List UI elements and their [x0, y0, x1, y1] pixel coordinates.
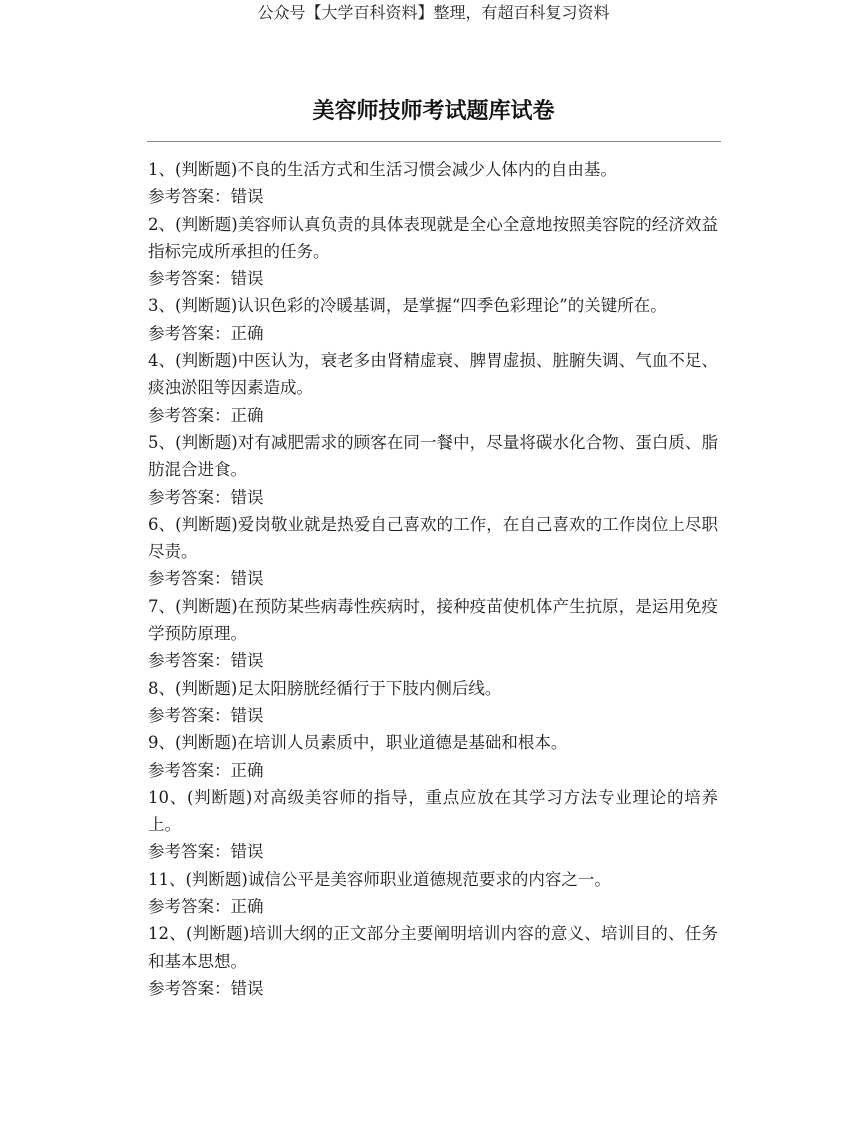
- question-text: 7、(判断题)在预防某些病毒性疾病时，接种疫苗使机体产生抗原，是运用免疫学预防原理。: [148, 596, 718, 644]
- question-answer: 参考答案：正确: [148, 323, 264, 343]
- question-text: 11、(判断题)诚信公平是美容师职业道德规范要求的内容之一。: [148, 869, 611, 889]
- question-text: 12、(判断题)培训大纲的正文部分主要阐明培训内容的意义、培训目的、任务和基本思想。: [148, 924, 718, 971]
- question-item: [148, 511, 718, 593]
- question-item: [148, 729, 718, 784]
- question-answer: 参考答案：错误: [148, 187, 264, 207]
- question-item: [148, 593, 718, 675]
- question-item: [148, 675, 718, 730]
- question-answer: 参考答案：错误: [148, 651, 264, 671]
- question-item: [148, 920, 718, 1002]
- question-answer: 参考答案：错误: [148, 705, 264, 725]
- question-text: 9、(判断题)在培训人员素质中，职业道德是基础和根本。: [148, 733, 568, 753]
- question-text: 5、(判断题)对有减肥需求的顾客在同一餐中，尽量将碳水化合物、蛋白质、脂肪混合进食。: [148, 432, 718, 480]
- question-text: 2、(判断题)美容师认真负责的具体表现就是全心全意地按照美容院的经济效益指标完成所承担的任务。: [148, 214, 718, 261]
- question-text: 10、(判断题)对高级美容师的指导，重点应放在其学习方法专业理论的培养上。: [148, 787, 718, 835]
- page-title: 美容师技师考试题库试卷: [312, 98, 555, 124]
- question-item: [148, 866, 718, 921]
- question-text: 8、(判断题)足太阳膀胱经循行于下肢内侧后线。: [148, 678, 502, 698]
- question-text: 1、(判断题)不良的生活方式和生活习惯会减少人体内的自由基。: [148, 160, 617, 179]
- question-answer: 参考答案：正确: [148, 760, 264, 780]
- question-answer: 参考答案：错误: [148, 978, 264, 998]
- question-answer: 参考答案：错误: [148, 842, 264, 862]
- question-text: 4、(判断题)中医认为，衰老多由肾精虚衰、脾胃虚损、脏腑失调、气血不足、痰浊淤阻等因素造成。: [148, 351, 718, 398]
- question-answer: 参考答案：错误: [148, 487, 264, 507]
- question-list: [148, 156, 718, 1002]
- question-item: [148, 292, 718, 347]
- question-text: 3、(判断题)认识色彩的冷暖基调，是掌握“四季色彩理论”的关键所在。: [148, 296, 667, 316]
- question-item: [148, 211, 718, 293]
- question-answer: 参考答案：正确: [148, 897, 264, 917]
- title-divider: [147, 141, 721, 142]
- question-item: [148, 429, 718, 511]
- question-answer: 参考答案：正确: [148, 405, 264, 425]
- question-item: [148, 347, 718, 429]
- question-answer: 参考答案：错误: [148, 269, 264, 289]
- question-answer: 参考答案：错误: [148, 569, 264, 589]
- question-item: [148, 156, 718, 211]
- question-text: 6、(判断题)爱岗敬业就是热爱自己喜欢的工作，在自己喜欢的工作岗位上尽职尽责。: [148, 514, 718, 562]
- header-note: 公众号【大学百科资料】整理，有超百科复习资料: [257, 3, 610, 22]
- question-item: [148, 784, 718, 866]
